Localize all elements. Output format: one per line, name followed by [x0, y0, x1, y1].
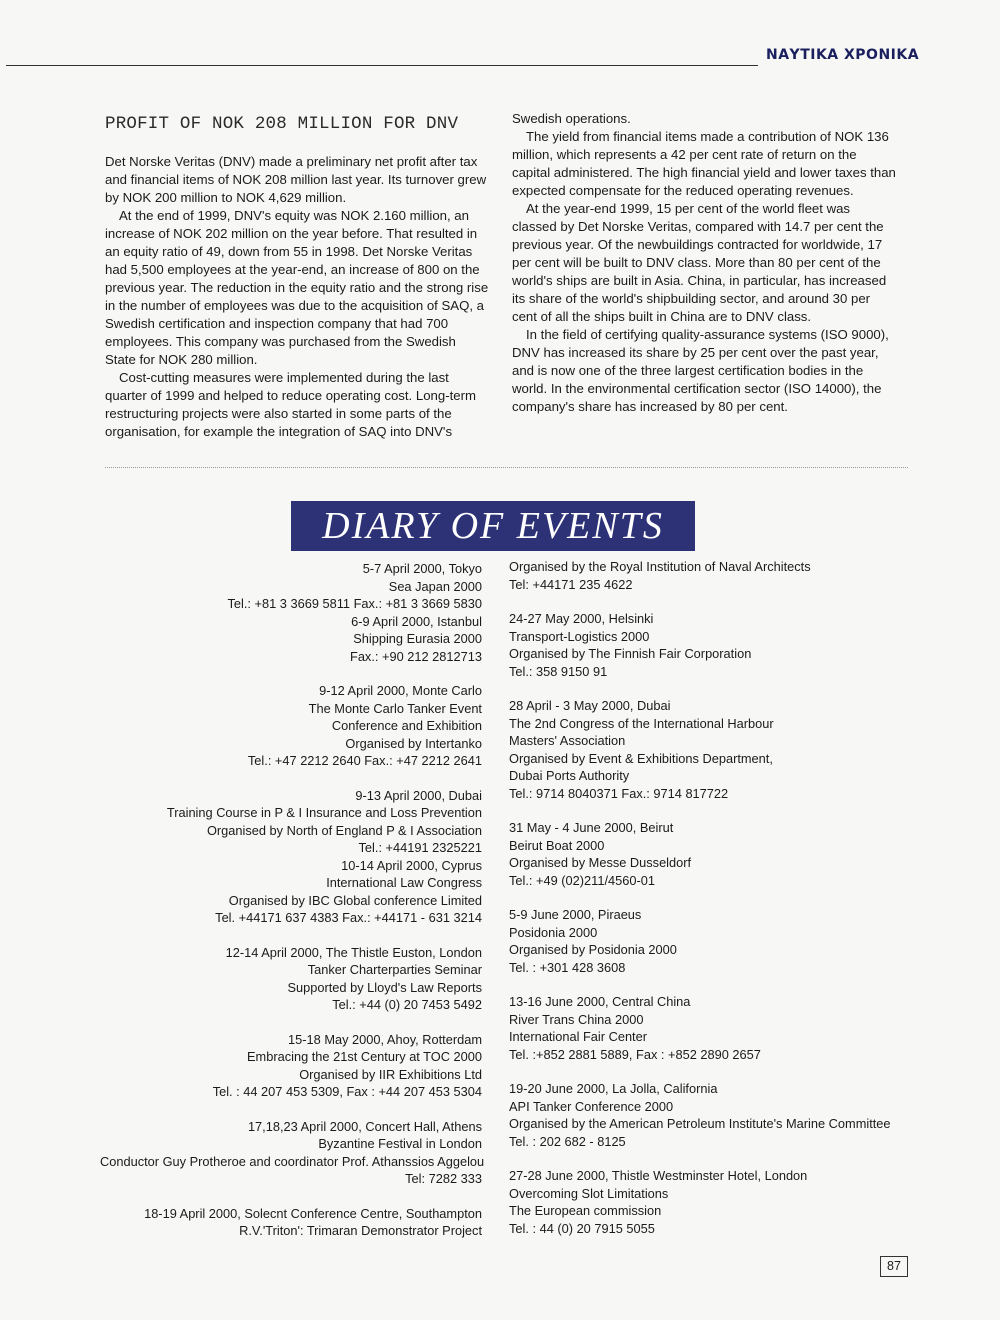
event-entry — [100, 682, 482, 770]
event-line: Organised by the American Petroleum Institute's Marine Committee — [509, 1116, 891, 1131]
event-entry — [509, 697, 909, 802]
event-entry — [509, 1167, 909, 1237]
event-line: R.V.'Triton': Trimaran Demonstrator Project — [239, 1223, 482, 1238]
article-paragraph: Swedish operations. — [512, 111, 631, 126]
article-paragraph: Det Norske Veritas (DNV) made a preliminary net profit after tax and financial items of NOK 208 million last year. Its turnover grew by NOK 200 million to NOK 4,629 million. — [105, 154, 487, 205]
event-line: Organised by the Royal Institution of Naval Architects — [509, 559, 811, 574]
event-line: Tel. : 44 (0) 20 7915 5055 — [509, 1220, 655, 1236]
section-divider — [105, 467, 908, 468]
event-line: International Fair Center — [509, 1029, 647, 1044]
article-paragraph: Cost-cutting measures were implemented during the last quarter of 1999 and helped to reduce operating cost. Long-term restructuring projects were also started in some parts of the organisation, for example the integration of SAQ into DNV's — [105, 370, 476, 439]
event-line: Tel. : 44 207 453 5309, Fax : +44 207 453 5304 — [212, 1084, 482, 1099]
header-rule — [6, 65, 758, 66]
events-column-right — [509, 558, 909, 1237]
event-entry — [509, 993, 909, 1063]
event-line: Organised by Event & Exhibitions Department, — [509, 750, 773, 766]
event-line: 5-7 April 2000, Tokyo — [362, 561, 482, 576]
event-entry — [509, 1080, 909, 1150]
event-line: 9-12 April 2000, Monte Carlo — [319, 683, 482, 698]
event-line: Tel: 7282 333 — [405, 1171, 482, 1186]
event-line: Supported by Lloyd's Law Reports — [287, 979, 482, 995]
event-entry — [100, 857, 482, 927]
event-line: Tel. :+852 2881 5889, Fax : +852 2890 2657 — [509, 1046, 761, 1062]
event-line: 18-19 April 2000, Solecnt Conference Centre, Southampton — [144, 1205, 482, 1221]
event-line: Tanker Charterparties Seminar — [307, 962, 482, 977]
event-entry — [509, 906, 909, 976]
event-line: Embracing the 21st Century at TOC 2000 — [247, 1049, 482, 1064]
event-line: Organised by North of England P & I Association — [206, 822, 482, 838]
article-column-right — [512, 110, 897, 416]
event-line: Tel: +44171 235 4622 — [509, 576, 633, 592]
event-line: Tel.: +44191 2325221 — [358, 840, 482, 855]
event-line: Tel. : 202 682 - 8125 — [509, 1133, 626, 1149]
event-line: 9-13 April 2000, Dubai — [355, 787, 482, 803]
article-paragraph: At the end of 1999, DNV's equity was NOK 2.160 million, an increase of NOK 202 million on the year before. That resulted in an equity ratio of 49, down from 55 in 1998. Det Norske Veritas had 5,500 employees at the year-end, an increase of 800 on the previous year. The reduction in the equity ratio and the strong rise in the number of employees was due to the acquisition of SAQ, a Swedish certification and inspection company that had 700 employees. This company was purchased from the Swedish State for NOK 280 million. — [105, 208, 489, 367]
event-line: Tel.: +49 (02)211/4560-01 — [509, 872, 655, 888]
event-line: 15-18 May 2000, Ahoy, Rotterdam — [288, 1031, 482, 1047]
event-line: Tel. : +301 428 3608 — [509, 959, 626, 975]
event-line: Sea Japan 2000 — [388, 578, 482, 594]
diary-of-events-banner: DIARY OF EVENTS — [291, 501, 695, 551]
event-line: The 2nd Congress of the International Harbour — [509, 715, 774, 731]
event-line: Tel. +44171 637 4383 Fax.: +44171 - 631 3214 — [215, 910, 482, 925]
event-line: 10-14 April 2000, Cyprus — [341, 857, 482, 873]
article-title: PROFIT OF NOK 208 MILLION FOR DNV — [105, 114, 459, 134]
event-line: Transport-Logistics 2000 — [509, 628, 650, 644]
event-line: 5-9 June 2000, Piraeus — [509, 907, 642, 922]
event-line: 6-9 April 2000, Istanbul — [351, 613, 482, 629]
event-line: Organised by IIR Exhibitions Ltd — [299, 1066, 482, 1082]
event-line: Tel.: 358 9150 91 — [509, 663, 608, 679]
event-line: Posidonia 2000 — [509, 924, 598, 940]
event-line: 17,18,23 April 2000, Concert Hall, Athens — [247, 1118, 482, 1134]
event-line: Organised by Posidonia 2000 — [509, 942, 677, 957]
event-line: Tel.: +44 (0) 20 7453 5492 — [332, 997, 482, 1012]
event-entry — [509, 610, 909, 680]
event-line: 13-16 June 2000, Central China — [509, 994, 691, 1009]
event-line: Conductor Guy Protheroe and coordinator Prof. Athanssios Aggelou — [100, 1153, 485, 1169]
event-line: Dubai Ports Authority — [509, 768, 630, 783]
event-line: Training Course in P & I Insurance and Loss Prevention — [166, 805, 482, 820]
event-line: Beirut Boat 2000 — [509, 837, 605, 853]
event-line: Overcoming Slot Limitations — [509, 1185, 669, 1201]
event-line: 12-14 April 2000, The Thistle Euston, London — [225, 944, 482, 960]
event-entry — [509, 558, 909, 593]
event-line: Masters' Association — [509, 733, 626, 748]
event-line: Shipping Eurasia 2000 — [353, 631, 482, 646]
event-line: Tel.: 9714 8040371 Fax.: 9714 817722 — [509, 785, 729, 801]
event-line: 31 May - 4 June 2000, Beirut — [509, 820, 674, 835]
events-column-left — [100, 560, 485, 1240]
event-line: 27-28 June 2000, Thistle Westminster Hotel, London — [509, 1168, 808, 1183]
event-line: 19-20 June 2000, La Jolla, California — [509, 1081, 718, 1096]
event-line: API Tanker Conference 2000 — [509, 1098, 674, 1114]
event-line: The European commission — [509, 1203, 662, 1218]
event-entry — [100, 1205, 482, 1240]
article-column-left — [105, 153, 490, 441]
event-entry — [100, 787, 482, 857]
event-entry — [100, 1031, 482, 1101]
event-line: Conference and Exhibition — [331, 718, 482, 733]
event-entry — [100, 613, 482, 666]
event-line: Organised by The Finnish Fair Corporation — [509, 646, 752, 661]
article-paragraph: The yield from financial items made a contribution of NOK 136 million, which represents a 42 per cent rate of return on the capital administered. The high financial yield and lower taxes than expected compensate for the reduced operating revenues. — [512, 129, 896, 198]
event-line: Organised by Messe Dusseldorf — [509, 855, 692, 870]
event-line: Organised by Intertanko — [345, 735, 482, 751]
event-line: International Law Congress — [326, 875, 482, 890]
event-line: 24-27 May 2000, Helsinki — [509, 611, 654, 626]
event-line: The Monte Carlo Tanker Event — [308, 700, 482, 716]
page-number: 87 — [880, 1256, 908, 1277]
event-line: River Trans China 2000 — [509, 1011, 644, 1027]
article-paragraph: At the year-end 1999, 15 per cent of the world fleet was classed by Det Norske Veritas, compared with 14.7 per cent the previous year. Of the newbuildings contracted for worldwide, 17 per cent will be built to DNV class. More than 80 per cent of the world's ships are built in Asia. China, in particular, has increased its share of the world's shipbuilding sector, and around 30 per cent of all the ships built in China are to DNV class. — [512, 201, 887, 324]
event-line: Fax.: +90 212 2812713 — [350, 648, 482, 664]
event-line: Organised by IBC Global conference Limited — [228, 892, 482, 908]
article-paragraph: In the field of certifying quality-assurance systems (ISO 9000), DNV has increased its share by 25 per cent over the past year, and is now one of the three largest certification bodies in the world. In the environmental certification sector (ISO 14000), the company's share has increased by 80 per cent. — [512, 327, 889, 414]
magazine-title: ΝΑΥΤΙΚΑ ΧΡΟΝΙΚΑ — [766, 47, 920, 63]
event-line: Tel.: +81 3 3669 5811 Fax.: +81 3 3669 5830 — [227, 596, 482, 611]
event-entry — [100, 944, 482, 1014]
event-line: 28 April - 3 May 2000, Dubai — [509, 698, 671, 713]
event-line: Tel.: +47 2212 2640 Fax.: +47 2212 2641 — [247, 753, 482, 768]
event-entry — [100, 560, 482, 613]
event-entry — [100, 1118, 485, 1188]
event-line: Byzantine Festival in London — [318, 1136, 482, 1151]
event-entry — [509, 819, 909, 889]
